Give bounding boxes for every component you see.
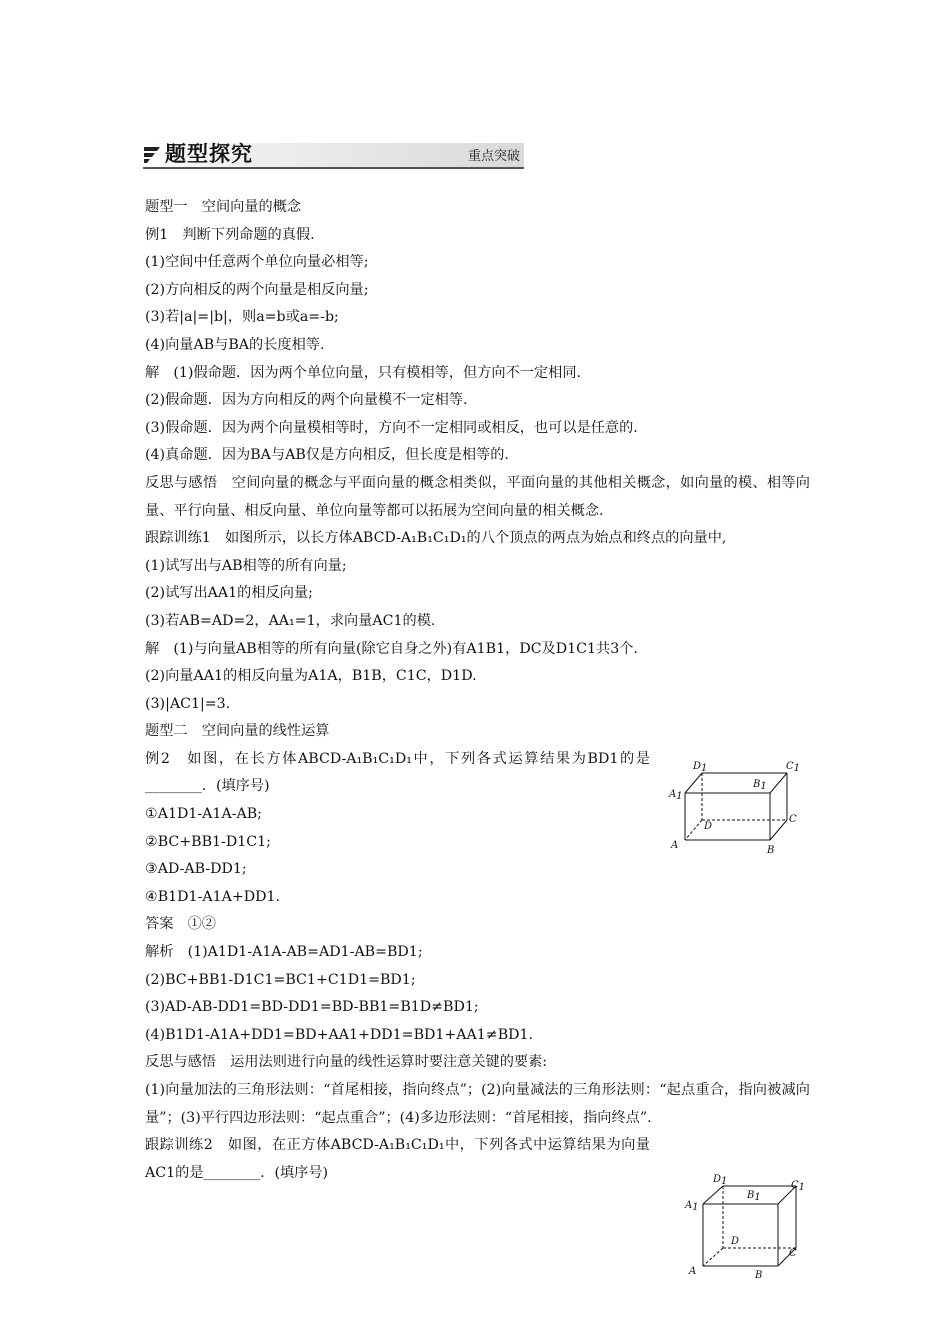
reflection-1: 反思与感悟 空间向量的概念与平面向量的概念相类似，平面向量的其他相关概念，如向量的模、相等向量、平行向量、相反向量、单位向量等都可以拓展为空间向量的相关概念. (145, 474, 810, 519)
practice-1-prompt: 跟踪训练1 如图所示，以长方体ABCD-A₁B₁C₁D₁的八个顶点的两点为始点和终点的向量中, (145, 530, 727, 547)
label-B1: B1 (747, 1190, 761, 1203)
analysis-line-3: (3)AD-AB-DD1=BD-DD1=BD-BB1=B1D≠BD1; (145, 999, 479, 1016)
label-D: D (704, 821, 713, 832)
label-D1: D1 (693, 761, 708, 774)
label-A1: A1 (669, 789, 683, 802)
section-banner (143, 141, 524, 169)
label-A: A (689, 1266, 697, 1277)
solution-1-line-2: (2)假命题．因为方向相反的两个向量模不一定相等. (145, 392, 468, 409)
practice-1-item-1: (1)试写出与AB相等的所有向量; (145, 557, 347, 574)
example-2-option-2: ②BC+BB1-D1C1; (145, 833, 271, 850)
solution-1-line-4: (4)真命题．因为BA与AB仅是方向相反，但长度是相等的. (145, 447, 509, 464)
reflection-2-title: 反思与感悟 运用法则进行向量的线性运算时要注意关键的要素: (145, 1054, 548, 1071)
example-2-answer: 答案 ①② (145, 916, 216, 933)
example-1-item-4: (4)向量AB与BA的长度相等. (145, 336, 325, 353)
document-body (145, 194, 810, 1187)
example-1-item-1: (1)空间中任意两个单位向量必相等; (145, 254, 369, 271)
stripes-icon (143, 145, 161, 165)
heading-type-2: 题型二 空间向量的线性运算 (145, 723, 330, 740)
label-C: C (789, 814, 797, 825)
label-C1: C1 (786, 761, 801, 774)
label-D1: D1 (713, 1174, 728, 1187)
label-C: C (789, 1248, 797, 1259)
practice-1-item-2: (2)试写出AA1的相反向量; (145, 585, 313, 602)
example-2-option-3: ③AD-AB-DD1; (145, 861, 247, 878)
example-2-option-1: ①A1D1-A1A-AB; (145, 806, 262, 823)
cuboid-figure (665, 755, 805, 860)
practice-2-prompt: 跟踪训练2 如图，在正方体ABCD-A₁B₁C₁D₁中，下列各式中运算结果为向量AC1的是________．(填序号) (145, 1137, 650, 1181)
reflection-2-body: (1)向量加法的三角形法则：“首尾相接，指向终点”；(2)向量减法的三角形法则：“起点重合，指向被减向量”；(3)平行四边形法则：“起点重合”；(4)多边形法则：“首尾相接，指向终点”. (145, 1082, 810, 1126)
section-subtitle: 重点突破 (467, 149, 520, 164)
example-1-item-2: (2)方向相反的两个向量是相反向量; (145, 281, 369, 298)
label-B: B (767, 845, 775, 856)
label-A: A (671, 840, 679, 851)
solution-1-line-3: (3)假命题．因为两个向量模相等时，方向不一定相同或相反，也可以是任意的. (145, 419, 638, 436)
label-D: D (731, 1236, 740, 1247)
label-B: B (755, 1270, 763, 1281)
practice-1-solution-2: (2)向量AA1的相反向量为A1A，B1B，C1C，D1D. (145, 668, 477, 685)
label-C1: C1 (791, 1180, 806, 1193)
analysis-line-4: (4)B1D1-A1A+DD1=BD+AA1+DD1=BD1+AA1≠BD1. (145, 1026, 534, 1043)
example-2-option-4: ④B1D1-A1A+DD1. (145, 888, 281, 905)
solution-1-line-1: 解 (1)假命题．因为两个单位向量，只有模相等，但方向不一定相同. (145, 364, 582, 381)
banner-rule (143, 167, 524, 169)
practice-1-solution-3: (3)|AC1|=3. (145, 695, 231, 712)
heading-type-1: 题型一 空间向量的概念 (145, 199, 302, 215)
practice-1-item-3: (3)若AB=AD=2，AA₁=1，求向量AC1的模. (145, 612, 436, 629)
label-A1: A1 (685, 1200, 699, 1213)
cube-figure (683, 1168, 813, 1283)
section-title: 题型探究 (165, 142, 253, 166)
example-1-prompt: 例1 判断下列命题的真假. (145, 226, 315, 243)
example-1-item-3: (3)若|a|=|b|，则a=b或a=-b; (145, 309, 339, 326)
analysis-line-1: 解析 (1)A1D1-A1A-AB=AD1-AB=BD1; (145, 944, 423, 961)
example-2-prompt: 例2 如图，在长方体ABCD-A₁B₁C₁D₁中，下列各式运算结果为BD1的是________．(填序号) (145, 750, 650, 795)
label-B1: B1 (753, 779, 767, 792)
practice-1-solution-1: 解 (1)与向量AB相等的所有向量(除它自身之外)有A1B1，DC及D1C1共3个. (145, 640, 638, 657)
analysis-line-2: (2)BC+BB1-D1C1=BC1+C1D1=BD1; (145, 971, 416, 988)
